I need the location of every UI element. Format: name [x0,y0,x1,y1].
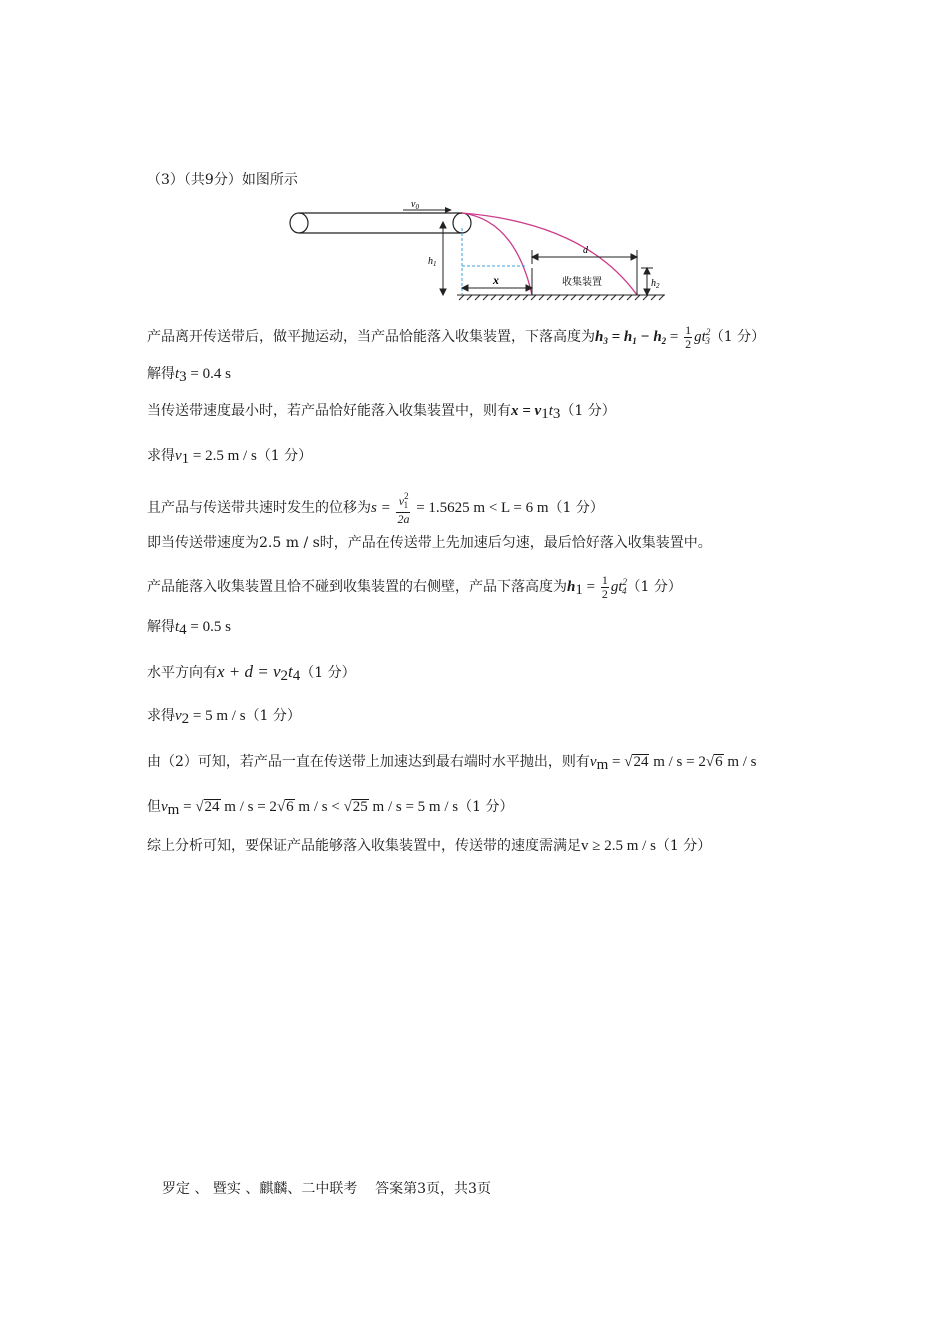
answer-line-1: 产品离开传送带后，做平抛运动，当产品恰能落入收集装置，下落高度为$h_3 = h_1 - h_2$ = $\frac{1}{2}$ $gt^2_3(1$ 分） [147,322,766,351]
answer-line-10: 求得$v_2 = 5$ m / s（1 分） [147,708,301,727]
answer-line-7: 产品能落入收集装置且恰不碰到收集装置的右侧壁，产品下落高度为$h_1$ = $\frac{1}{2}$ $gt^2_4(1$ 分） [147,572,682,601]
page-footer: 罗定 、 暨实 、麒麟、二中联考 答案第3页，共3页 [162,1181,491,1197]
answer-line-12: 但$v_m = √24$ m / s = 2√6 m / s < √25 m / s = 5 m / s（1 分） [147,799,514,818]
device-label: 收集装置 [562,277,602,288]
d-label: d [583,245,588,256]
trajectory-outer [462,213,637,295]
h2-label: $h_2$ [651,278,660,290]
left-roller [290,213,308,233]
answer-line-8: 解得$t_4 = 0.5$ s [147,619,231,638]
projectile-diagram [285,198,685,306]
v0-label: $v_0$ [411,199,419,211]
answer-line-6: 即当传送带速度为2.5 m / s时，产品在传送带上先加速后匀速，最后恰好落入收集装置中。 [147,535,712,551]
v0-arrow [403,199,452,213]
answer-line-9: 水平方向有$x + d = v_2t_4(1$ 分） [147,662,356,684]
answer-line-11: 由（2）可知，若产品一直在传送带上加速达到最右端时水平抛出，则有$v_m = √24$ m / s = 2√6 m / s [147,754,757,773]
x-label: x [493,273,499,287]
h1-label: $h_1$ [428,256,437,268]
section-header: （3）（共9分）如图所示 [147,172,298,188]
trajectories [462,213,637,295]
answer-line-13: 综上分析可知，要保证产品能够落入收集装置中，传送带的速度需满足v ≥ 2.5 m / s（1 分） [147,838,712,854]
answer-line-3: 当传送带速度最小时，若产品恰好能落入收集装置中，则有$x = v_1t_3(1$ 分） [147,403,616,422]
answer-line-2: 解得$t_3 = 0.4$ s [147,366,231,385]
d-dimension [532,250,637,295]
answer-line-4: 求得$v_1 = 2.5$ m / s（1 分） [147,448,313,467]
answer-line-5: 且产品与传送带共速时发生的位移为s = $\frac{v^2_1}{2a}$ = 1.5625 m < L = 6 m（1 分） [147,491,604,526]
ground [457,295,665,300]
